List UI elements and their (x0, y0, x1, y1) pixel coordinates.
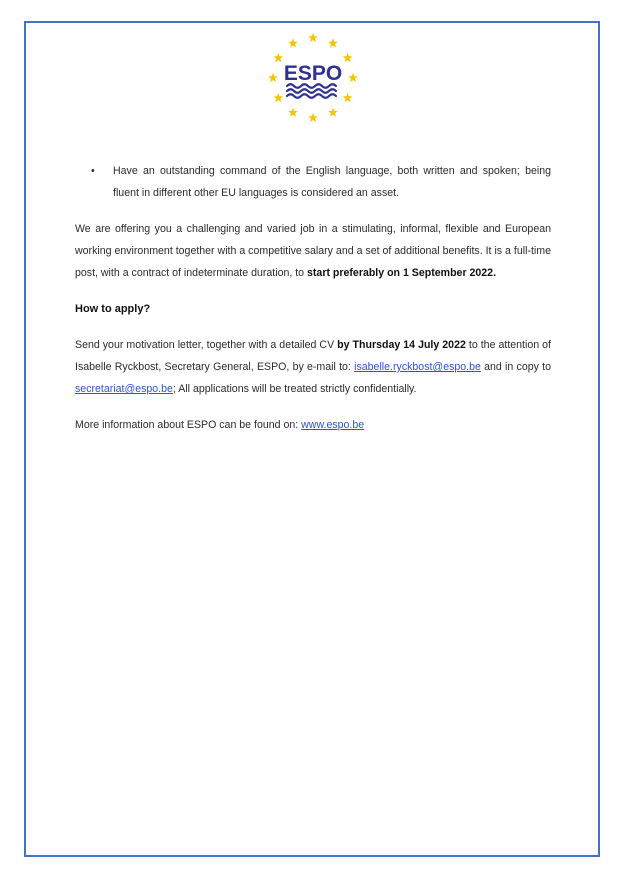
email-link-secretary-general[interactable]: isabelle.ryckbost@espo.be (354, 361, 481, 373)
offer-paragraph (75, 218, 551, 284)
more-info-text: More information about ESPO can be found on: (75, 419, 302, 431)
star-icon (308, 33, 318, 42)
website-link[interactable]: www.espo.be (301, 419, 365, 431)
start-date: start preferably on 1 September 2022. (307, 267, 497, 279)
logo-text: ESPO (283, 62, 343, 85)
apply-text-3: and in copy to (480, 361, 551, 373)
star-icon (268, 73, 278, 82)
document-page (24, 21, 600, 857)
apply-heading: How to apply? (75, 303, 151, 315)
star-icon (288, 38, 298, 47)
letter-body (75, 160, 551, 436)
bullet-icon: • (91, 165, 95, 177)
star-icon (288, 107, 298, 116)
apply-text-2: to the attention of Isabelle Ryckbost, Secretary General, ESPO, by e-mail to: (75, 339, 551, 373)
offer-text: We are offering you a challenging and varied job in a stimulating, informal, flexible and European working environment together with a competitive salary and a set of additional benefits. It is a full-time post, with a contract of indeterminate duration, to (75, 223, 551, 279)
star-icon (328, 38, 338, 47)
more-info-paragraph (75, 414, 551, 436)
espo-logo (263, 30, 363, 126)
email-link-secretariat[interactable]: secretariat@espo.be (75, 383, 173, 395)
star-icon (348, 73, 358, 82)
requirement-text: Have an outstanding command of the English language, both written and spoken; being fluent in different other EU languages is considered an asset. (113, 165, 551, 199)
list-item (91, 160, 551, 204)
waves-icon (287, 84, 336, 98)
star-icon (273, 93, 283, 102)
star-icon (343, 53, 353, 62)
apply-text-4: ; All applications will be treated strictly confidentially. (172, 383, 417, 395)
star-icon (343, 93, 353, 102)
deadline: by Thursday 14 July 2022 (337, 339, 466, 351)
apply-paragraph (75, 334, 551, 400)
apply-text-1: Send your motivation letter, together with a detailed CV (75, 339, 338, 351)
star-icon (273, 53, 283, 62)
star-icon (328, 107, 338, 116)
star-icon (308, 113, 318, 122)
